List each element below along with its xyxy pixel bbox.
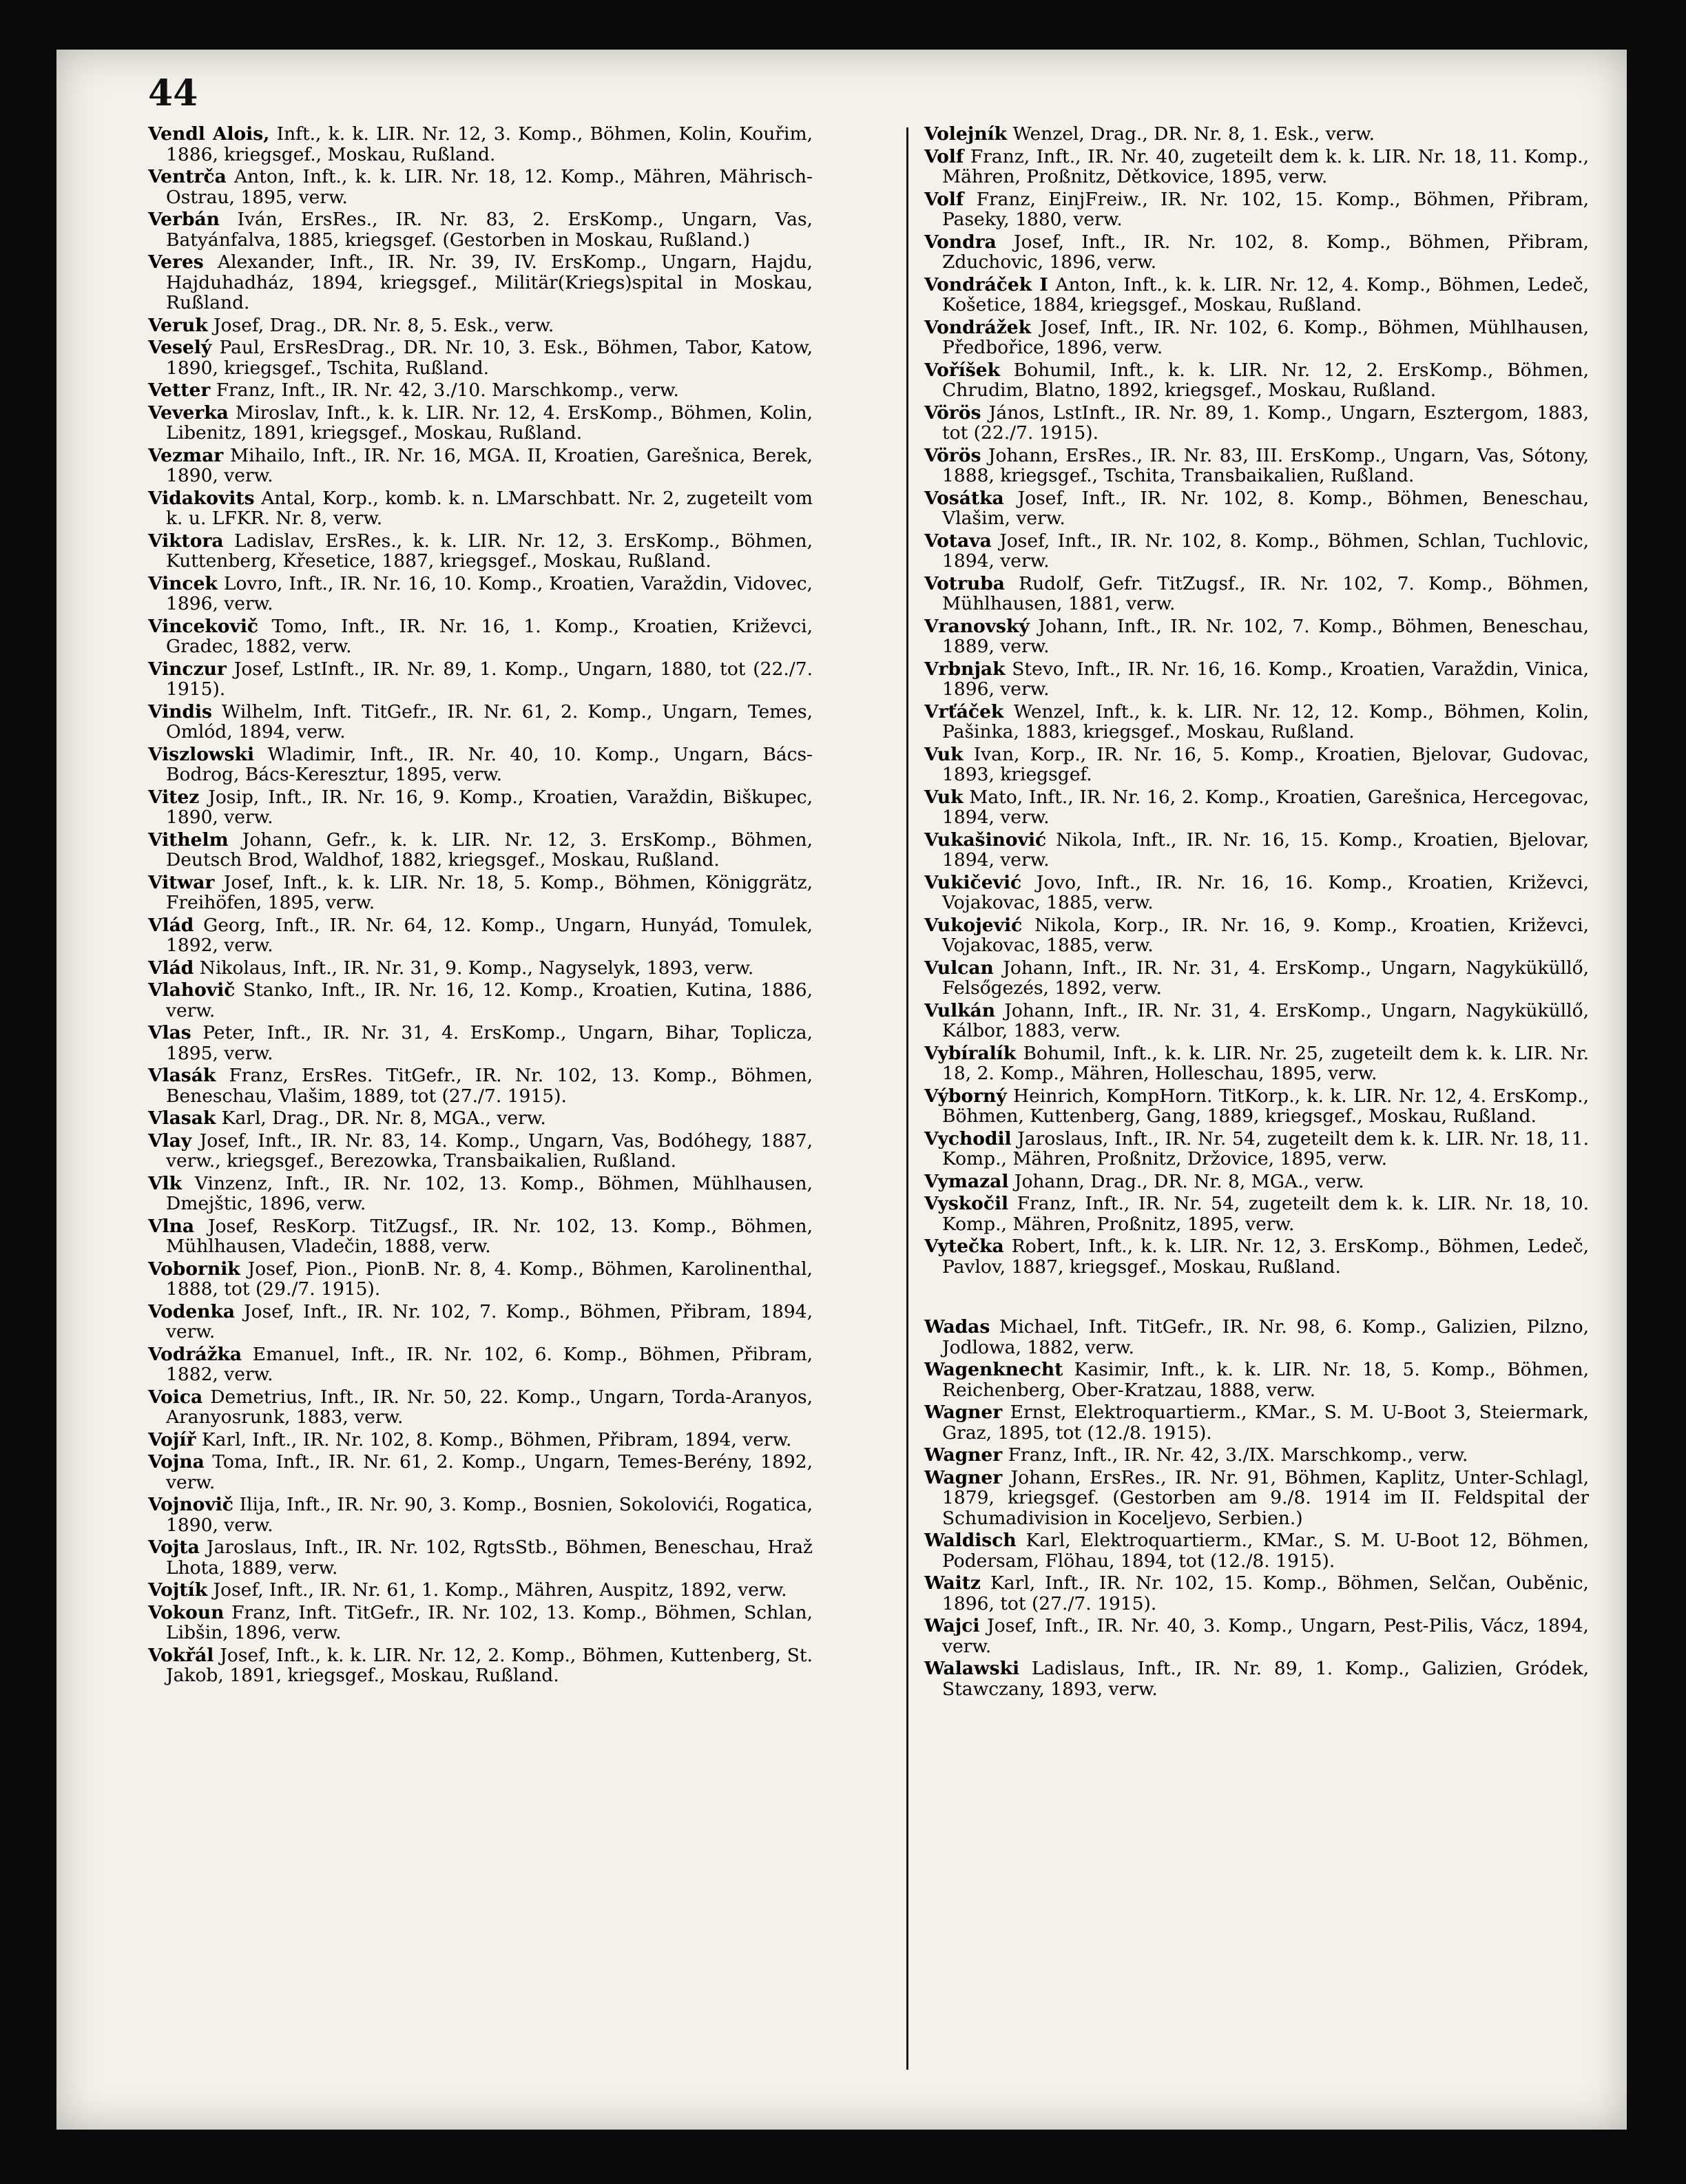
list-item: Veselý Paul, ErsResDrag., DR. Nr. 10, 3. Esk., Böhmen, Tabor, Katow, 1890, kriegsgef., Tschita, Rußland. <box>148 337 813 379</box>
list-item: Vojtík Josef, Inft., IR. Nr. 61, 1. Komp., Mähren, Auspitz, 1892, verw. <box>148 1579 787 1601</box>
list-item: Vukičević Jovo, Inft., IR. Nr. 16, 16. Komp., Kroatien, Križevci, Vojakovac, 1885, verw. <box>924 871 1589 913</box>
list-item: Výborný Heinrich, KompHorn. TitKorp., k. k. LIR. Nr. 12, 4. ErsKomp., Böhmen, Kuttenberg, Gang, 1889, kriegsgef., Moskau, Rußland. <box>924 1085 1589 1127</box>
list-item: Vybíralík Bohumil, Inft., k. k. LIR. Nr. 25, zugeteilt dem k. k. LIR. Nr. 18, 2. Komp., Mähren, Holleschau, 1895, verw. <box>924 1042 1589 1084</box>
list-item: Vendl Alois, Inft., k. k. LIR. Nr. 12, 3. Komp., Böhmen, Kolin, Kouřim, 1886, kriegsgef., Moskau, Rußland. <box>148 123 813 165</box>
list-item: Voica Demetrius, Inft., IR. Nr. 50, 22. Komp., Ungarn, Torda-Aranyos, Aranyosrunk, 1883, verw. <box>148 1386 813 1428</box>
list-item: Vodenka Josef, Inft., IR. Nr. 102, 7. Komp., Böhmen, Přibram, 1894, verw. <box>148 1300 813 1342</box>
list-item: Vuk Mato, Inft., IR. Nr. 16, 2. Komp., Kroatien, Garešnica, Hercegovac, 1894, verw. <box>924 786 1589 828</box>
list-item: Viktora Ladislav, ErsRes., k. k. LIR. Nr. 12, 3. ErsKomp., Böhmen, Kuttenberg, Křesetice, 1887, kriegsgef., Moskau, Rußland. <box>148 530 813 572</box>
list-item: Volf Franz, Inft., IR. Nr. 40, zugeteilt dem k. k. LIR. Nr. 18, 11. Komp., Mähren, Proßnitz, Dětkovice, 1895, verw. <box>924 145 1589 187</box>
list-item: Vidakovits Antal, Korp., komb. k. n. LMarschbatt. Nr. 2, zugeteilt vom k. u. LFKR. Nr. 8, verw. <box>148 487 813 529</box>
list-item: Vukašinović Nikola, Inft., IR. Nr. 16, 15. Komp., Kroatien, Bjelovar, 1894, verw. <box>924 829 1589 871</box>
list-item: Vlay Josef, Inft., IR. Nr. 83, 14. Komp., Ungarn, Vas, Bodóhegy, 1887, verw., kriegsgef., Berezowka, Transbaikalien, Rußland. <box>148 1130 813 1172</box>
list-item: Vlasák Franz, ErsRes. TitGefr., IR. Nr. 102, 13. Komp., Böhmen, Beneschau, Vlašim, 1889, tot (27./7. 1915). <box>148 1065 813 1107</box>
list-item: Vuk Ivan, Korp., IR. Nr. 16, 5. Komp., Kroatien, Bjelovar, Gudovac, 1893, kriegsgef. <box>924 743 1589 785</box>
list-item: Wagner Johann, ErsRes., IR. Nr. 91, Böhmen, Kaplitz, Unter-Schlagl, 1879, kriegsgef. (Gestorben am 9./8. 1914 im II. Feldspital der Schumadivision in Koceljevo, Serbien.) <box>924 1466 1589 1529</box>
list-item: Vukojević Nikola, Korp., IR. Nr. 16, 9. Komp., Kroatien, Križevci, Vojakovac, 1885, verw. <box>924 914 1589 956</box>
list-item: Wajci Josef, Inft., IR. Nr. 40, 3. Komp., Ungarn, Pest-Pilis, Vácz, 1894, verw. <box>924 1615 1589 1657</box>
section-gap <box>924 1279 1589 1317</box>
list-item: Veverka Miroslav, Inft., k. k. LIR. Nr. 12, 4. ErsKomp., Böhmen, Kolin, Libenitz, 1891, kriegsgef., Moskau, Rußland. <box>148 402 813 444</box>
list-item: Vlna Josef, ResKorp. TitZugsf., IR. Nr. 102, 13. Komp., Böhmen, Mühlhausen, Vladečin, 1888, verw. <box>148 1215 813 1257</box>
list-item: Vlahovič Stanko, Inft., IR. Nr. 16, 12. Komp., Kroatien, Kutina, 1886, verw. <box>148 979 813 1021</box>
list-item: Viszlowski Wladimir, Inft., IR. Nr. 40, 10. Komp., Ungarn, Bács-Bodrog, Bács-Keresztur, 1895, verw. <box>148 743 813 785</box>
list-item: Vranovský Johann, Inft., IR. Nr. 102, 7. Komp., Böhmen, Beneschau, 1889, verw. <box>924 615 1589 657</box>
list-item: Wagenknecht Kasimir, Inft., k. k. LIR. Nr. 18, 5. Komp., Böhmen, Reichenberg, Ober-Kratzau, 1888, verw. <box>924 1359 1589 1401</box>
list-item: Vymazal Johann, Drag., DR. Nr. 8, MGA., verw. <box>924 1170 1364 1192</box>
list-item: Vlas Peter, Inft., IR. Nr. 31, 4. ErsKomp., Ungarn, Bihar, Toplicza, 1895, verw. <box>148 1022 813 1064</box>
list-item: Vlád Georg, Inft., IR. Nr. 64, 12. Komp., Ungarn, Hunyád, Tomulek, 1892, verw. <box>148 914 813 956</box>
right-column <box>924 124 1589 1701</box>
list-item: Vörös Johann, ErsRes., IR. Nr. 83, III. ErsKomp., Ungarn, Vas, Sótony, 1888, kriegsgef., Tschita, Transbaikalien, Rußland. <box>924 444 1589 486</box>
column-divider <box>906 127 908 2070</box>
list-item: Vulcan Johann, Inft., IR. Nr. 31, 4. ErsKomp., Ungarn, Nagyküküllő, Felsőgezés, 1892, verw. <box>924 957 1589 999</box>
list-item: Vrťáček Wenzel, Inft., k. k. LIR. Nr. 12, 12. Komp., Böhmen, Kolin, Pašinka, 1883, kriegsgef., Moskau, Rußland. <box>924 700 1589 742</box>
list-item: Vindis Wilhelm, Inft. TitGefr., IR. Nr. 61, 2. Komp., Ungarn, Temes, Omlód, 1894, verw. <box>148 700 813 742</box>
list-item: Wadas Michael, Inft. TitGefr., IR. Nr. 98, 6. Komp., Galizien, Pilzno, Jodlowa, 1882, verw. <box>924 1316 1589 1358</box>
list-item: Waldisch Karl, Elektroquartierm., KMar., S. M. U-Boot 12, Böhmen, Podersam, Flöhau, 1894, tot (12./8. 1915). <box>924 1530 1589 1572</box>
list-item: Vlád Nikolaus, Inft., IR. Nr. 31, 9. Komp., Nagyselyk, 1893, verw. <box>148 957 754 979</box>
list-item: Wagner Franz, Inft., IR. Nr. 42, 3./IX. Marschkomp., verw. <box>924 1444 1468 1466</box>
list-item: Vojna Toma, Inft., IR. Nr. 61, 2. Komp., Ungarn, Temes-Berény, 1892, verw. <box>148 1451 813 1493</box>
list-item: Vondrážek Josef, Inft., IR. Nr. 102, 6. Komp., Böhmen, Mühlhausen, Předbořice, 1896, verw. <box>924 316 1589 358</box>
list-item: Vojta Jaroslaus, Inft., IR. Nr. 102, RgtsStb., Böhmen, Beneschau, Hraž Lhota, 1889, verw. <box>148 1537 813 1579</box>
list-item: Volf Franz, EinjFreiw., IR. Nr. 102, 15. Komp., Böhmen, Přibram, Paseky, 1880, verw. <box>924 188 1589 230</box>
page-number: 44 <box>148 72 198 114</box>
list-item: Votava Josef, Inft., IR. Nr. 102, 8. Komp., Böhmen, Schlan, Tuchlovic, 1894, verw. <box>924 530 1589 572</box>
list-item: Verbán Iván, ErsRes., IR. Nr. 83, 2. ErsKomp., Ungarn, Vas, Batyánfalva, 1885, kriegsgef. (Gestorben in Moskau, Rußland.) <box>148 209 813 251</box>
left-column <box>148 124 813 1688</box>
list-item: Vokoun Franz, Inft. TitGefr., IR. Nr. 102, 13. Komp., Böhmen, Schlan, Libšin, 1896, verw. <box>148 1601 813 1643</box>
list-item: Vytečka Robert, Inft., k. k. LIR. Nr. 12, 3. ErsKomp., Böhmen, Ledeč, Pavlov, 1887, kriegsgef., Moskau, Rußland. <box>924 1236 1589 1278</box>
list-item: Vulkán Johann, Inft., IR. Nr. 31, 4. ErsKomp., Ungarn, Nagyküküllő, Kálbor, 1883, verw. <box>924 999 1589 1041</box>
list-item: Votruba Rudolf, Gefr. TitZugsf., IR. Nr. 102, 7. Komp., Böhmen, Mühlhausen, 1881, verw. <box>924 572 1589 614</box>
list-item: Vodrážka Emanuel, Inft., IR. Nr. 102, 6. Komp., Böhmen, Přibram, 1882, verw. <box>148 1343 813 1385</box>
list-item: Voříšek Bohumil, Inft., k. k. LIR. Nr. 12, 2. ErsKomp., Böhmen, Chrudim, Blatno, 1892, kriegsgef., Moskau, Rußland. <box>924 359 1589 401</box>
list-item: Wagner Ernst, Elektroquartierm., KMar., S. M. U-Boot 3, Steiermark, Graz, 1895, tot (12./8. 1915). <box>924 1402 1589 1444</box>
list-item: Veruk Josef, Drag., DR. Nr. 8, 5. Esk., verw. <box>148 314 554 336</box>
list-item: Veres Alexander, Inft., IR. Nr. 39, IV. ErsKomp., Ungarn, Hajdu, Hajduhadház, 1894, kriegsgef., Militär(Kriegs)spital in Moskau, Rußland. <box>148 251 813 313</box>
list-item: Vobornik Josef, Pion., PionB. Nr. 8, 4. Komp., Böhmen, Karolinenthal, 1888, tot (29./7. 1915). <box>148 1258 813 1300</box>
list-item: Vincekovič Tomo, Inft., IR. Nr. 16, 1. Komp., Kroatien, Križevci, Gradec, 1882, verw. <box>148 615 813 657</box>
list-item: Vlk Vinzenz, Inft., IR. Nr. 102, 13. Komp., Böhmen, Mühlhausen, Dmejštic, 1896, verw. <box>148 1172 813 1214</box>
list-item: Vinczur Josef, LstInft., IR. Nr. 89, 1. Komp., Ungarn, 1880, tot (22./7. 1915). <box>148 658 813 700</box>
list-item: Vitez Josip, Inft., IR. Nr. 16, 9. Komp., Kroatien, Varaždin, Biškupec, 1890, verw. <box>148 786 813 828</box>
list-item: Vetter Franz, Inft., IR. Nr. 42, 3./10. Marschkomp., verw. <box>148 379 679 401</box>
list-item: Volejník Wenzel, Drag., DR. Nr. 8, 1. Esk., verw. <box>924 123 1375 145</box>
list-item: Vondra Josef, Inft., IR. Nr. 102, 8. Komp., Böhmen, Přibram, Zduchovic, 1896, verw. <box>924 231 1589 273</box>
list-item: Vitwar Josef, Inft., k. k. LIR. Nr. 18, 5. Komp., Böhmen, Königgrätz, Freihöfen, 1895, verw. <box>148 871 813 913</box>
list-item: Vychodil Jaroslaus, Inft., IR. Nr. 54, zugeteilt dem k. k. LIR. Nr. 18, 11. Komp., Mähren, Proßnitz, Držovice, 1895, verw. <box>924 1127 1589 1169</box>
list-item: Vincek Lovro, Inft., IR. Nr. 16, 10. Komp., Kroatien, Varaždin, Vidovec, 1896, verw. <box>148 572 813 614</box>
list-item: Vlasak Karl, Drag., DR. Nr. 8, MGA., verw. <box>148 1107 546 1129</box>
list-item: Vithelm Johann, Gefr., k. k. LIR. Nr. 12, 3. ErsKomp., Böhmen, Deutsch Brod, Waldhof, 1882, kriegsgef., Moskau, Rußland. <box>148 829 813 871</box>
list-item: Vosátka Josef, Inft., IR. Nr. 102, 8. Komp., Böhmen, Beneschau, Vlašim, verw. <box>924 487 1589 529</box>
list-item: Vokřál Josef, Inft., k. k. LIR. Nr. 12, 2. Komp., Böhmen, Kuttenberg, St. Jakob, 1891, kriegsgef., Moskau, Rußland. <box>148 1644 813 1686</box>
list-item: Vezmar Mihailo, Inft., IR. Nr. 16, MGA. II, Kroatien, Garešnica, Berek, 1890, verw. <box>148 444 813 486</box>
list-item: Vyskočil Franz, Inft., IR. Nr. 54, zugeteilt dem k. k. LIR. Nr. 18, 10. Komp., Mähren, Proßnitz, 1895, verw. <box>924 1193 1589 1235</box>
list-item: Vrbnjak Stevo, Inft., IR. Nr. 16, 16. Komp., Kroatien, Varaždin, Vinica, 1896, verw. <box>924 658 1589 700</box>
list-item: Walawski Ladislaus, Inft., IR. Nr. 89, 1. Komp., Galizien, Gródek, Stawczany, 1893, verw. <box>924 1658 1589 1700</box>
list-item: Vojíř Karl, Inft., IR. Nr. 102, 8. Komp., Böhmen, Přibram, 1894, verw. <box>148 1428 792 1450</box>
list-item: Waitz Karl, Inft., IR. Nr. 102, 15. Komp., Böhmen, Selčan, Ouběnic, 1896, tot (27./7. 1915). <box>924 1572 1589 1614</box>
list-item: Vörös János, LstInft., IR. Nr. 89, 1. Komp., Ungarn, Esztergom, 1883, tot (22./7. 1915). <box>924 402 1589 444</box>
list-item: Vondráček I Anton, Inft., k. k. LIR. Nr. 12, 4. Komp., Böhmen, Ledeč, Košetice, 1884, kriegsgef., Moskau, Rußland. <box>924 273 1589 315</box>
list-item: Ventrča Anton, Inft., k. k. LIR. Nr. 18, 12. Komp., Mähren, Mährisch-Ostrau, 1895, verw. <box>148 166 813 208</box>
list-item: Vojnovič Ilija, Inft., IR. Nr. 90, 3. Komp., Bosnien, Sokolovići, Rogatica, 1890, verw. <box>148 1494 813 1536</box>
